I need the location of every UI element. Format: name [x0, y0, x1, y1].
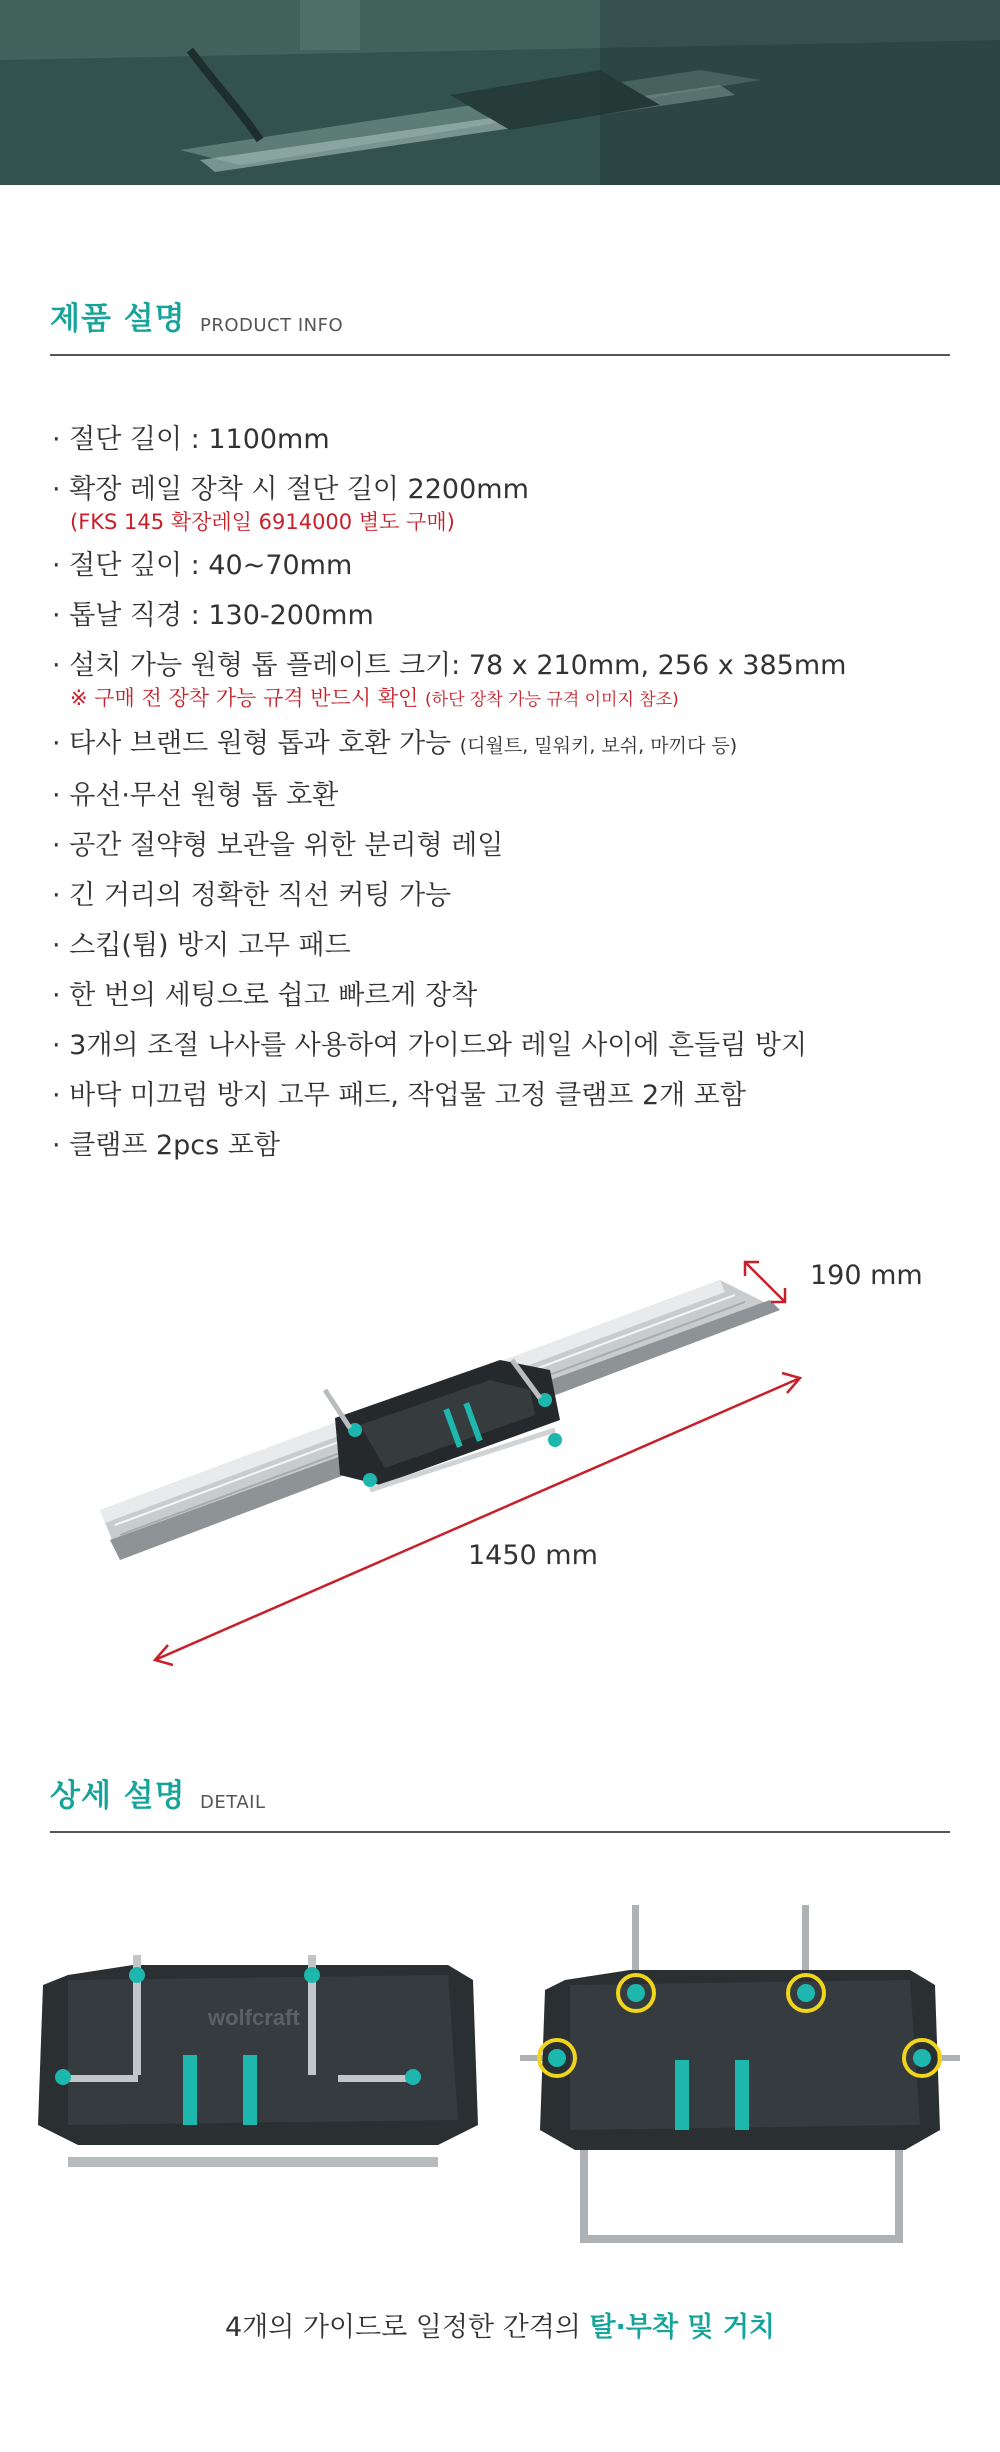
product-info-header: [50, 296, 950, 356]
spec-item-text: · 유선·무선 원형 톱 호환: [52, 780, 339, 811]
spec-item: [52, 719, 952, 771]
spec-item-text: · 절단 길이 : 1100mm: [52, 424, 330, 455]
product-info-title: 제품 설명: [50, 301, 186, 337]
spec-item-text: · 톱날 직경 : 130-200mm: [52, 600, 374, 631]
spec-item-text: · 스킵(튐) 방지 고무 패드: [52, 930, 351, 961]
spec-item: [52, 1071, 952, 1121]
width-dimension-label: 190 mm: [810, 1260, 923, 1291]
spec-item: [52, 591, 952, 641]
rail-dimension-diagram: [80, 1240, 940, 1680]
spec-item-text: · 절단 깊이 : 40~70mm: [52, 550, 353, 581]
spec-note: [52, 683, 952, 715]
spec-item-text: · 확장 레일 장착 시 절단 길이 2200mm: [52, 474, 529, 505]
spec-note-text: (FKS 145 확장레일 6914000 별도 구매): [70, 510, 455, 534]
spec-item: [52, 771, 952, 821]
spec-note-text: ※ 구매 전 장착 가능 규격 반드시 확인: [70, 686, 419, 710]
spec-item: [52, 541, 952, 591]
detail-header: [50, 1773, 950, 1833]
spec-note-detail: (하단 장착 가능 규격 이미지 참조): [425, 690, 679, 710]
spec-item-text: · 설치 가능 원형 톱 플레이트 크기: 78 x 210mm, 256 x 385mm: [52, 650, 847, 681]
hero-photo: [0, 0, 1000, 185]
caption-text: 4개의 가이드로 일정한 간격의: [224, 2312, 590, 2343]
spec-item: [52, 971, 952, 1021]
hero-banner: [0, 0, 1000, 185]
spec-item-text: · 바닥 미끄럼 방지 고무 패드, 작업물 고정 클램프 2개 포함: [52, 1080, 746, 1111]
rail-illustration: [80, 1240, 940, 1680]
spec-item: [52, 821, 952, 871]
detail-caption: [0, 2305, 1000, 2344]
caption-highlight: 탈·부착 및 거치: [589, 2312, 776, 2343]
spec-item: [52, 921, 952, 971]
spec-item: [52, 1021, 952, 1071]
spec-item: [52, 415, 952, 465]
length-dimension-label: 1450 mm: [468, 1540, 598, 1571]
guide-plate-retracted-illustration: [38, 1905, 478, 2205]
guide-plate-extended-image: [520, 1905, 960, 2265]
spec-item-text: · 긴 거리의 정확한 직선 커팅 가능: [52, 880, 452, 911]
spec-item-text: · 클램프 2pcs 포함: [52, 1130, 280, 1161]
plate-logo: wolfcraft: [208, 2005, 300, 2030]
spec-list: [52, 415, 952, 1171]
spec-item-text: · 한 번의 세팅으로 쉽고 빠르게 장착: [52, 980, 478, 1011]
detail-title: 상세 설명: [50, 1778, 186, 1814]
guide-plate-extended-illustration: [520, 1905, 960, 2265]
spec-item-text: · 3개의 조절 나사를 사용하여 가이드와 레일 사이에 흔들림 방지: [52, 1030, 808, 1061]
spec-item-text: · 공간 절약형 보관을 위한 분리형 레일: [52, 830, 504, 861]
guide-plate-retracted-image: [38, 1905, 478, 2265]
spec-item-detail: (디월트, 밀워키, 보쉬, 마끼다 등): [459, 735, 738, 757]
detail-subtitle: DETAIL: [200, 1792, 266, 1813]
product-info-subtitle: PRODUCT INFO: [200, 315, 344, 336]
spec-item: [52, 871, 952, 921]
spec-item: [52, 1121, 952, 1171]
spec-item-text: · 타사 브랜드 원형 톱과 호환 가능: [52, 728, 452, 759]
spec-note: [52, 507, 952, 537]
